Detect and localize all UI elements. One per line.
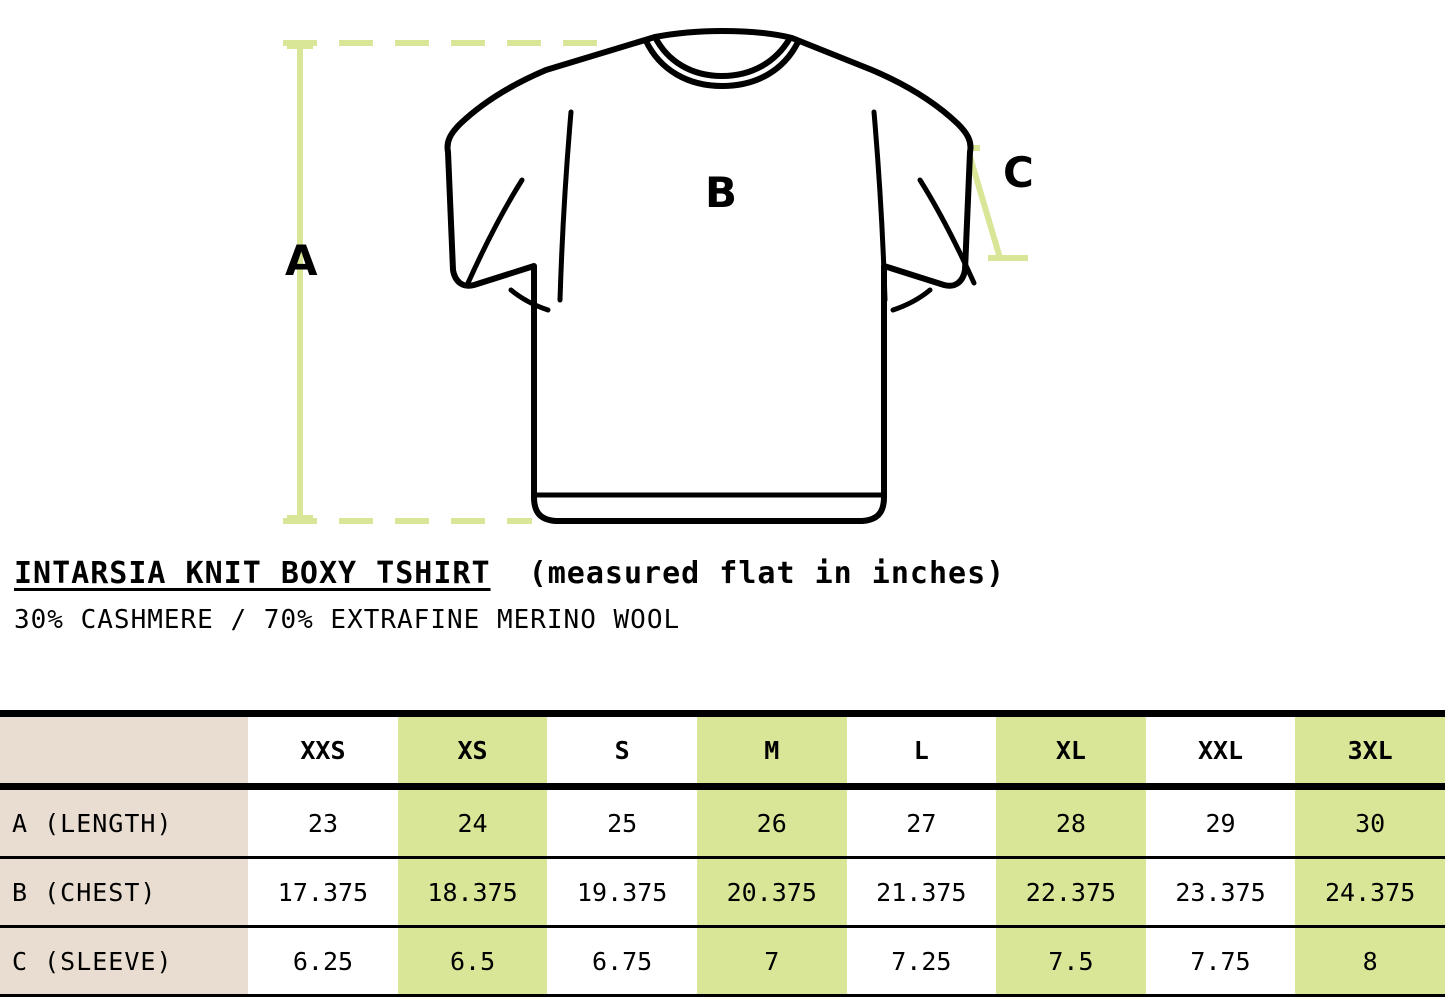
table-top-rule <box>0 710 1445 717</box>
title-block <box>0 556 1445 635</box>
product-title-line <box>14 556 1431 591</box>
cell-a-3xl: 30 <box>1295 790 1445 856</box>
size-table-row-c <box>0 928 1445 994</box>
size-table-block <box>0 710 1445 997</box>
cell-a-m: 26 <box>697 790 847 856</box>
size-header-l: L <box>847 717 997 783</box>
cell-b-l: 21.375 <box>847 859 997 925</box>
size-header-s: S <box>547 717 697 783</box>
cell-b-xxs: 17.375 <box>248 859 398 925</box>
cell-a-l: 27 <box>847 790 997 856</box>
cell-b-xxl: 23.375 <box>1146 859 1296 925</box>
cell-a-xs: 24 <box>398 790 548 856</box>
size-table-row-b <box>0 859 1445 925</box>
cell-b-s: 19.375 <box>547 859 697 925</box>
table-row <box>0 928 1445 994</box>
dimension-label-b: B <box>705 168 738 217</box>
size-table <box>0 717 1445 783</box>
size-table-row-a <box>0 790 1445 856</box>
size-header-m: M <box>697 717 847 783</box>
cell-a-xxl: 29 <box>1146 790 1296 856</box>
cell-a-xl: 28 <box>996 790 1146 856</box>
tshirt-outline <box>448 31 971 521</box>
product-title: INTARSIA KNIT BOXY TSHIRT <box>14 556 491 591</box>
cell-a-s: 25 <box>547 790 697 856</box>
dimension-label-c: C <box>1003 148 1034 197</box>
cell-c-3xl: 8 <box>1295 928 1445 994</box>
size-header-xxl: XXL <box>1146 717 1296 783</box>
table-header-rule <box>0 783 1445 790</box>
cell-c-s: 6.75 <box>547 928 697 994</box>
measurement-note: (measured flat in inches) <box>528 556 1006 591</box>
cell-c-m: 7 <box>697 928 847 994</box>
cell-b-m: 20.375 <box>697 859 847 925</box>
size-header-xs: XS <box>398 717 548 783</box>
cell-c-xxl: 7.75 <box>1146 928 1296 994</box>
cell-c-xs: 6.5 <box>398 928 548 994</box>
table-row <box>0 790 1445 856</box>
table-corner-cell <box>0 717 248 783</box>
table-header-row <box>0 717 1445 783</box>
size-header-xxs: XXS <box>248 717 398 783</box>
row-label-length: A (LENGTH) <box>0 790 248 856</box>
cell-a-xxs: 23 <box>248 790 398 856</box>
cell-c-xxs: 6.25 <box>248 928 398 994</box>
cell-b-3xl: 24.375 <box>1295 859 1445 925</box>
row-label-chest: B (CHEST) <box>0 859 248 925</box>
cell-b-xl: 22.375 <box>996 859 1146 925</box>
size-header-xl: XL <box>996 717 1146 783</box>
table-row <box>0 859 1445 925</box>
row-label-sleeve: C (SLEEVE) <box>0 928 248 994</box>
cell-b-xs: 18.375 <box>398 859 548 925</box>
dimension-label-a: A <box>285 236 318 285</box>
cell-c-xl: 7.5 <box>996 928 1146 994</box>
composition-text: 30% CASHMERE / 70% EXTRAFINE MERINO WOOL <box>14 605 681 635</box>
cell-c-l: 7.25 <box>847 928 997 994</box>
size-header-3xl: 3XL <box>1295 717 1445 783</box>
